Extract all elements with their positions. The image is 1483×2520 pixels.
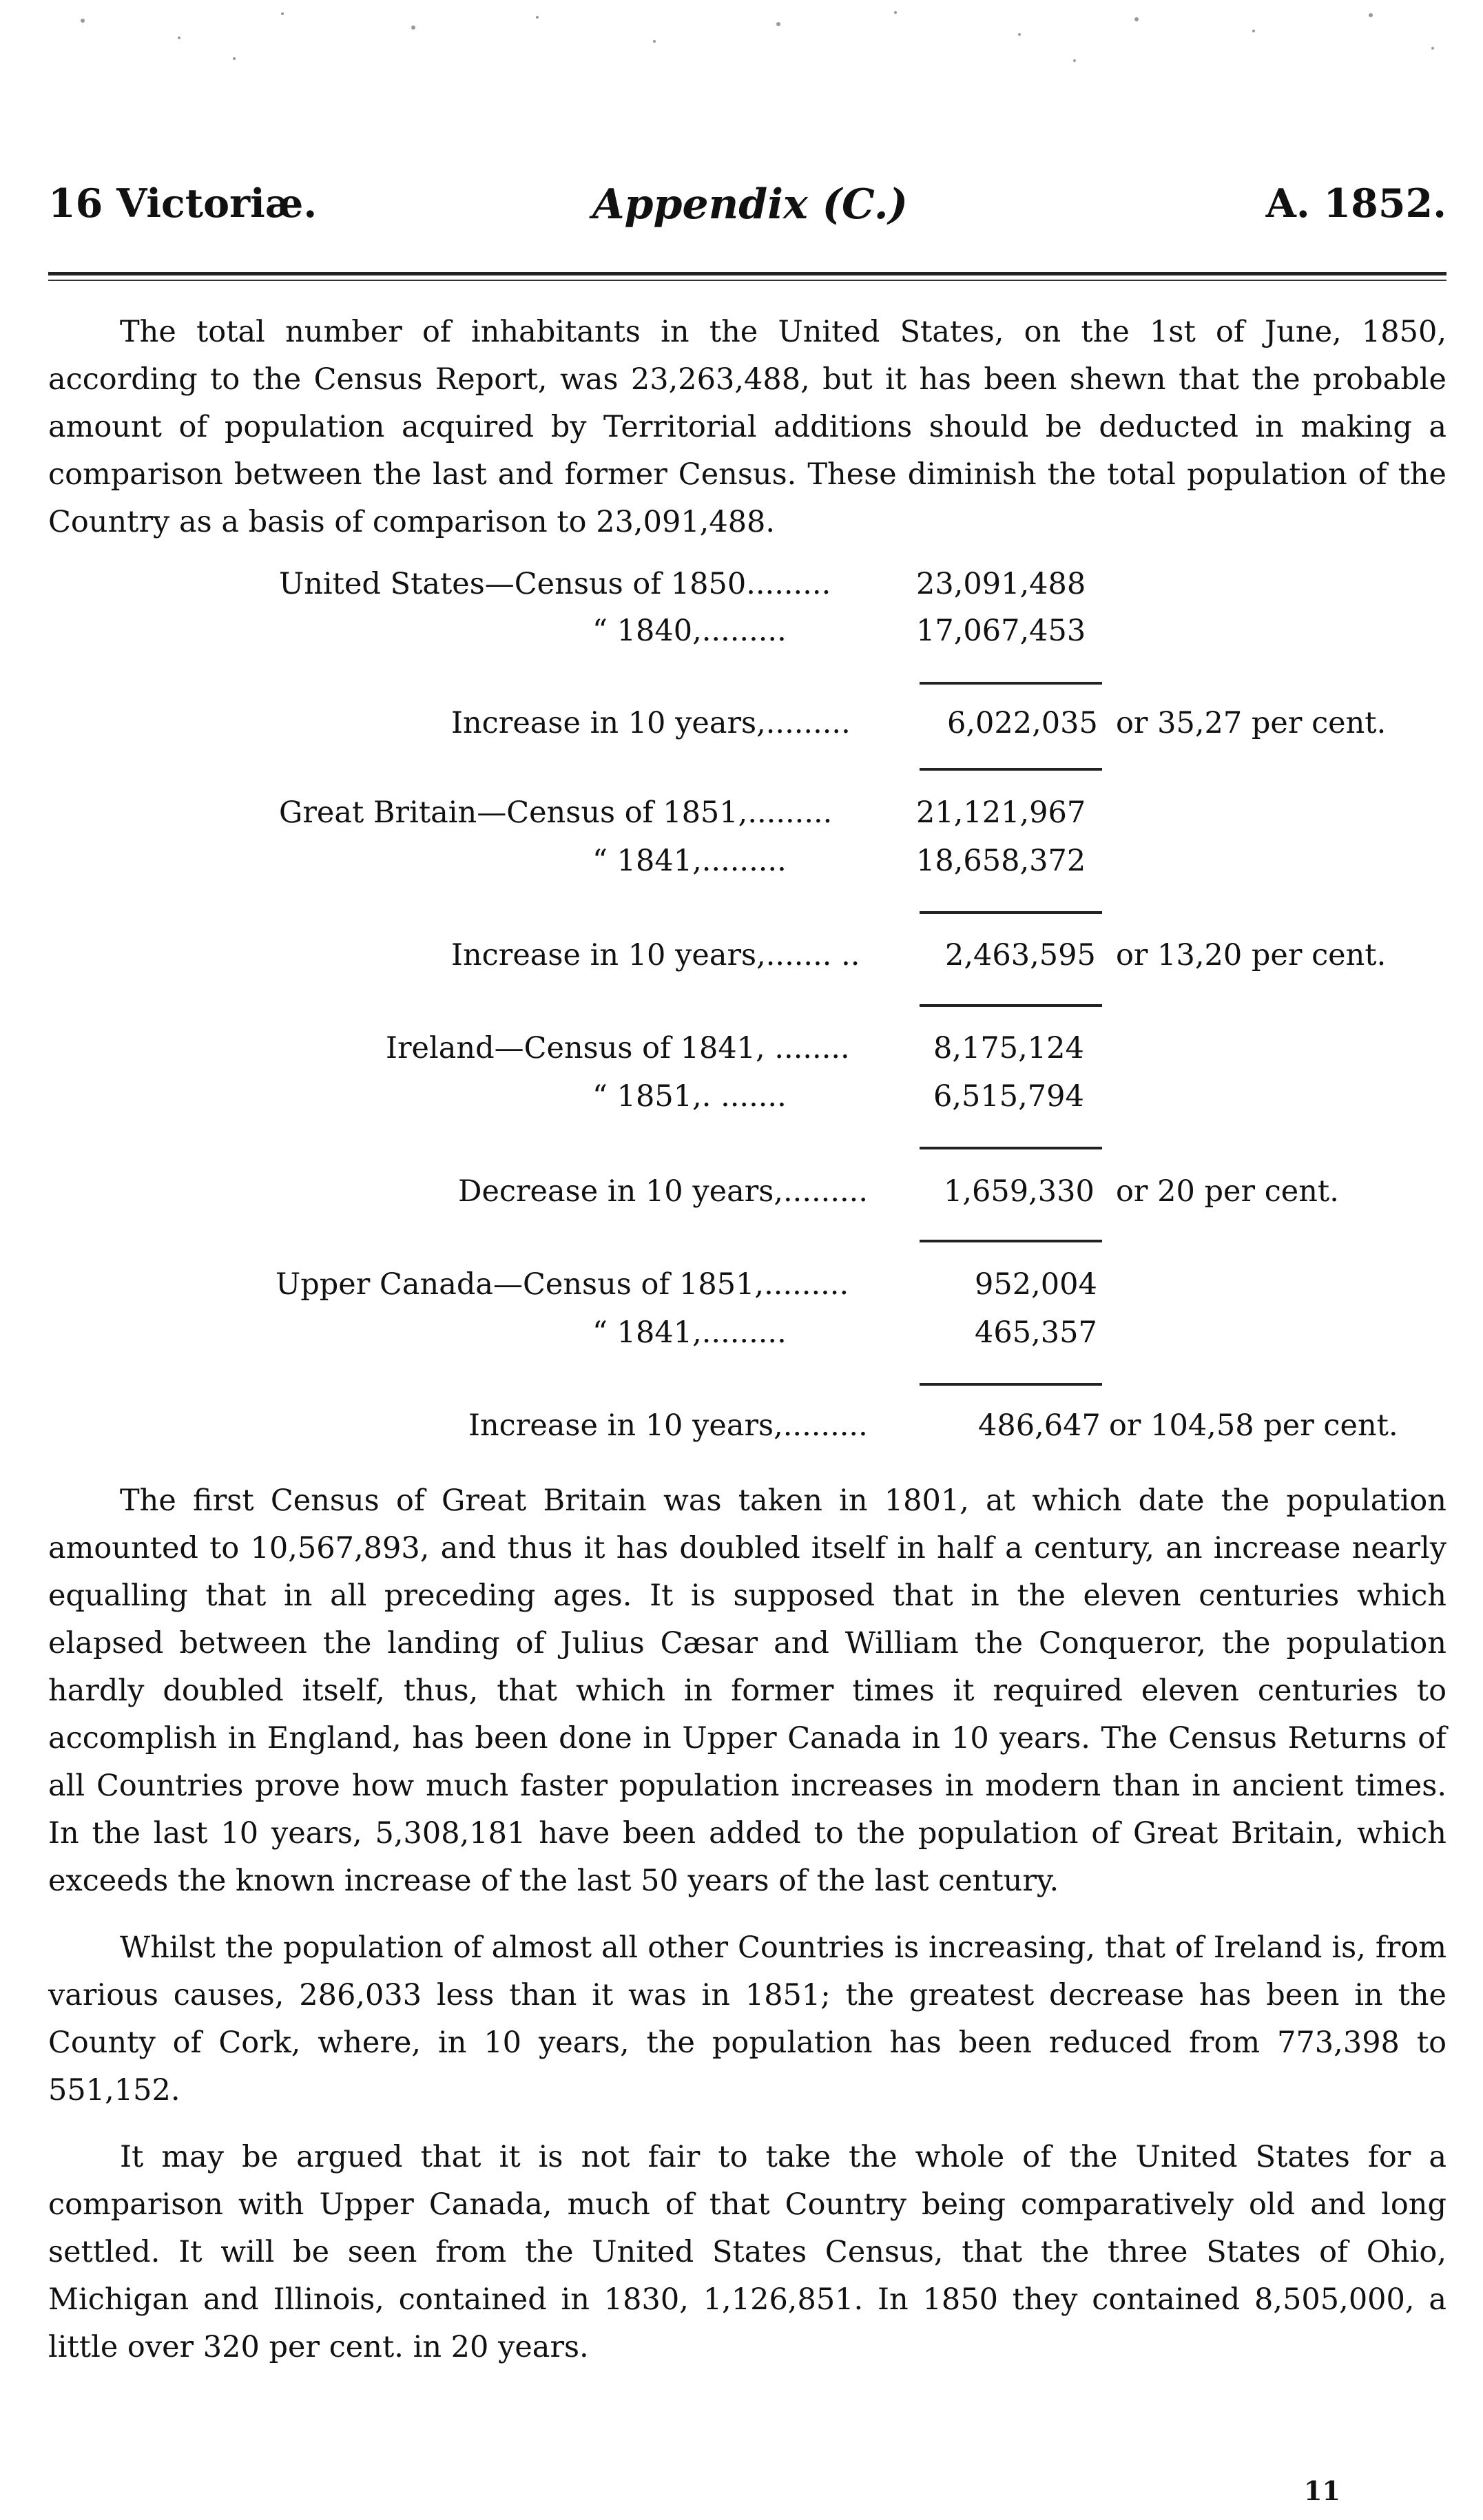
ie-result-note: or 20 per cent. (1116, 1174, 1339, 1209)
sum-rule (920, 682, 1102, 685)
ie-1841-value: 8,175,124 (933, 1031, 1084, 1065)
uc-1841-label: “ 1841,......... (592, 1315, 787, 1350)
gb-result-label: Increase in 10 years,....... .. (451, 938, 860, 972)
us-1850-value: 23,091,488 (916, 567, 1086, 601)
uc-result-note: or 104,58 per cent. (1109, 1408, 1398, 1443)
ie-1851-label: “ 1851,. ....... (592, 1079, 787, 1114)
ie-1841-label: Ireland—Census of 1841, ........ (386, 1031, 850, 1065)
sum-rule (920, 1383, 1102, 1386)
gb-result-note: or 13,20 per cent. (1116, 938, 1387, 972)
discussion-section (48, 1477, 1446, 2391)
gb-result-value: 2,463,595 (945, 938, 1096, 972)
intro-section (48, 309, 1446, 565)
us-1840-value: 17,067,453 (916, 614, 1086, 648)
paragraph-united-states: It may be argued that it is not fair to take the whole of the United States for a comparison with Upper Canada, much of that Country being comparatively old and long settled. It will be seen from the United States Census, that the three States of Ohio, Michigan and Illinois, contained in 1830, 1,126,851. In 1850 they contained 8,505,000, a little over 320 per cent. in 20 years. (48, 2140, 1446, 2364)
scan-noise (0, 0, 1483, 76)
intro-paragraph: The total number of inhabitants in the United States, on the 1st of June, 1850, according to the Census Report, was 23,263,488, but it has been shewn that the probable amount of population acquired by Territorial additions should be deducted in making a comparison between the last and former Census. These diminish the total population of the Country as a basis of comparison to 23,091,488. (48, 315, 1446, 539)
us-result-value: 6,022,035 (947, 706, 1098, 740)
us-1850-label: United States—Census of 1850......... (279, 567, 831, 601)
section-rule (920, 768, 1102, 771)
us-1840-label: “ 1840,......... (592, 614, 787, 648)
section-rule (920, 1240, 1102, 1242)
uc-1841-value: 465,357 (975, 1315, 1097, 1350)
header-rule-thick (48, 272, 1446, 275)
sum-rule (920, 1147, 1102, 1149)
header-rule-thin (48, 280, 1446, 281)
section-rule (920, 1004, 1102, 1007)
sum-rule (920, 911, 1102, 914)
uc-1851-value: 952,004 (975, 1267, 1097, 1302)
paragraph-ireland: Whilst the population of almost all other Countries is increasing, that of Ireland is, from various causes, 286,033 less than it was in 1851; the greatest decrease has been in the County of Cork, where, in 10 years, the population has been reduced from 773,398 to 551,152. (48, 1930, 1446, 2107)
ie-result-value: 1,659,330 (944, 1174, 1095, 1209)
page-header (48, 180, 1446, 236)
header-appendix: Appendix (C.) (592, 180, 909, 229)
ie-result-label: Decrease in 10 years,......... (458, 1174, 869, 1209)
uc-result-value: 486,647 (978, 1408, 1101, 1443)
header-session: 16 Victoriæ. (48, 180, 318, 227)
page-number: 11 (1304, 2475, 1340, 2506)
paragraph-great-britain: The first Census of Great Britain was taken in 1801, at which date the population amounted to 10,567,893, and thus it has doubled itself in half a century, an increase nearly equalling that in all preceding ages. It is supposed that in the eleven centuries which elapsed between the landing of Julius Cæsar and William the Conqueror, the population hardly doubled itself, thus, that which in former times it required eleven centuries to accomplish in England, has been done in Upper Canada in 10 years. The Census Returns of all Countries prove how much faster population increases in modern than in ancient times. In the last 10 years, 5,308,181 have been added to the population of Great Britain, which exceeds the known increase of the last 50 years of the last century. (48, 1483, 1446, 1898)
ie-1851-value: 6,515,794 (933, 1079, 1084, 1114)
us-result-label: Increase in 10 years,......... (451, 706, 851, 740)
gb-1851-label: Great Britain—Census of 1851,......... (279, 795, 833, 830)
header-year: A. 1852. (1265, 180, 1446, 227)
gb-1841-label: “ 1841,......... (592, 844, 787, 878)
uc-1851-label: Upper Canada—Census of 1851,......... (276, 1267, 849, 1302)
uc-result-label: Increase in 10 years,......... (468, 1408, 868, 1443)
gb-1841-value: 18,658,372 (916, 844, 1086, 878)
gb-1851-value: 21,121,967 (916, 795, 1086, 830)
us-result-note: or 35,27 per cent. (1116, 706, 1387, 740)
